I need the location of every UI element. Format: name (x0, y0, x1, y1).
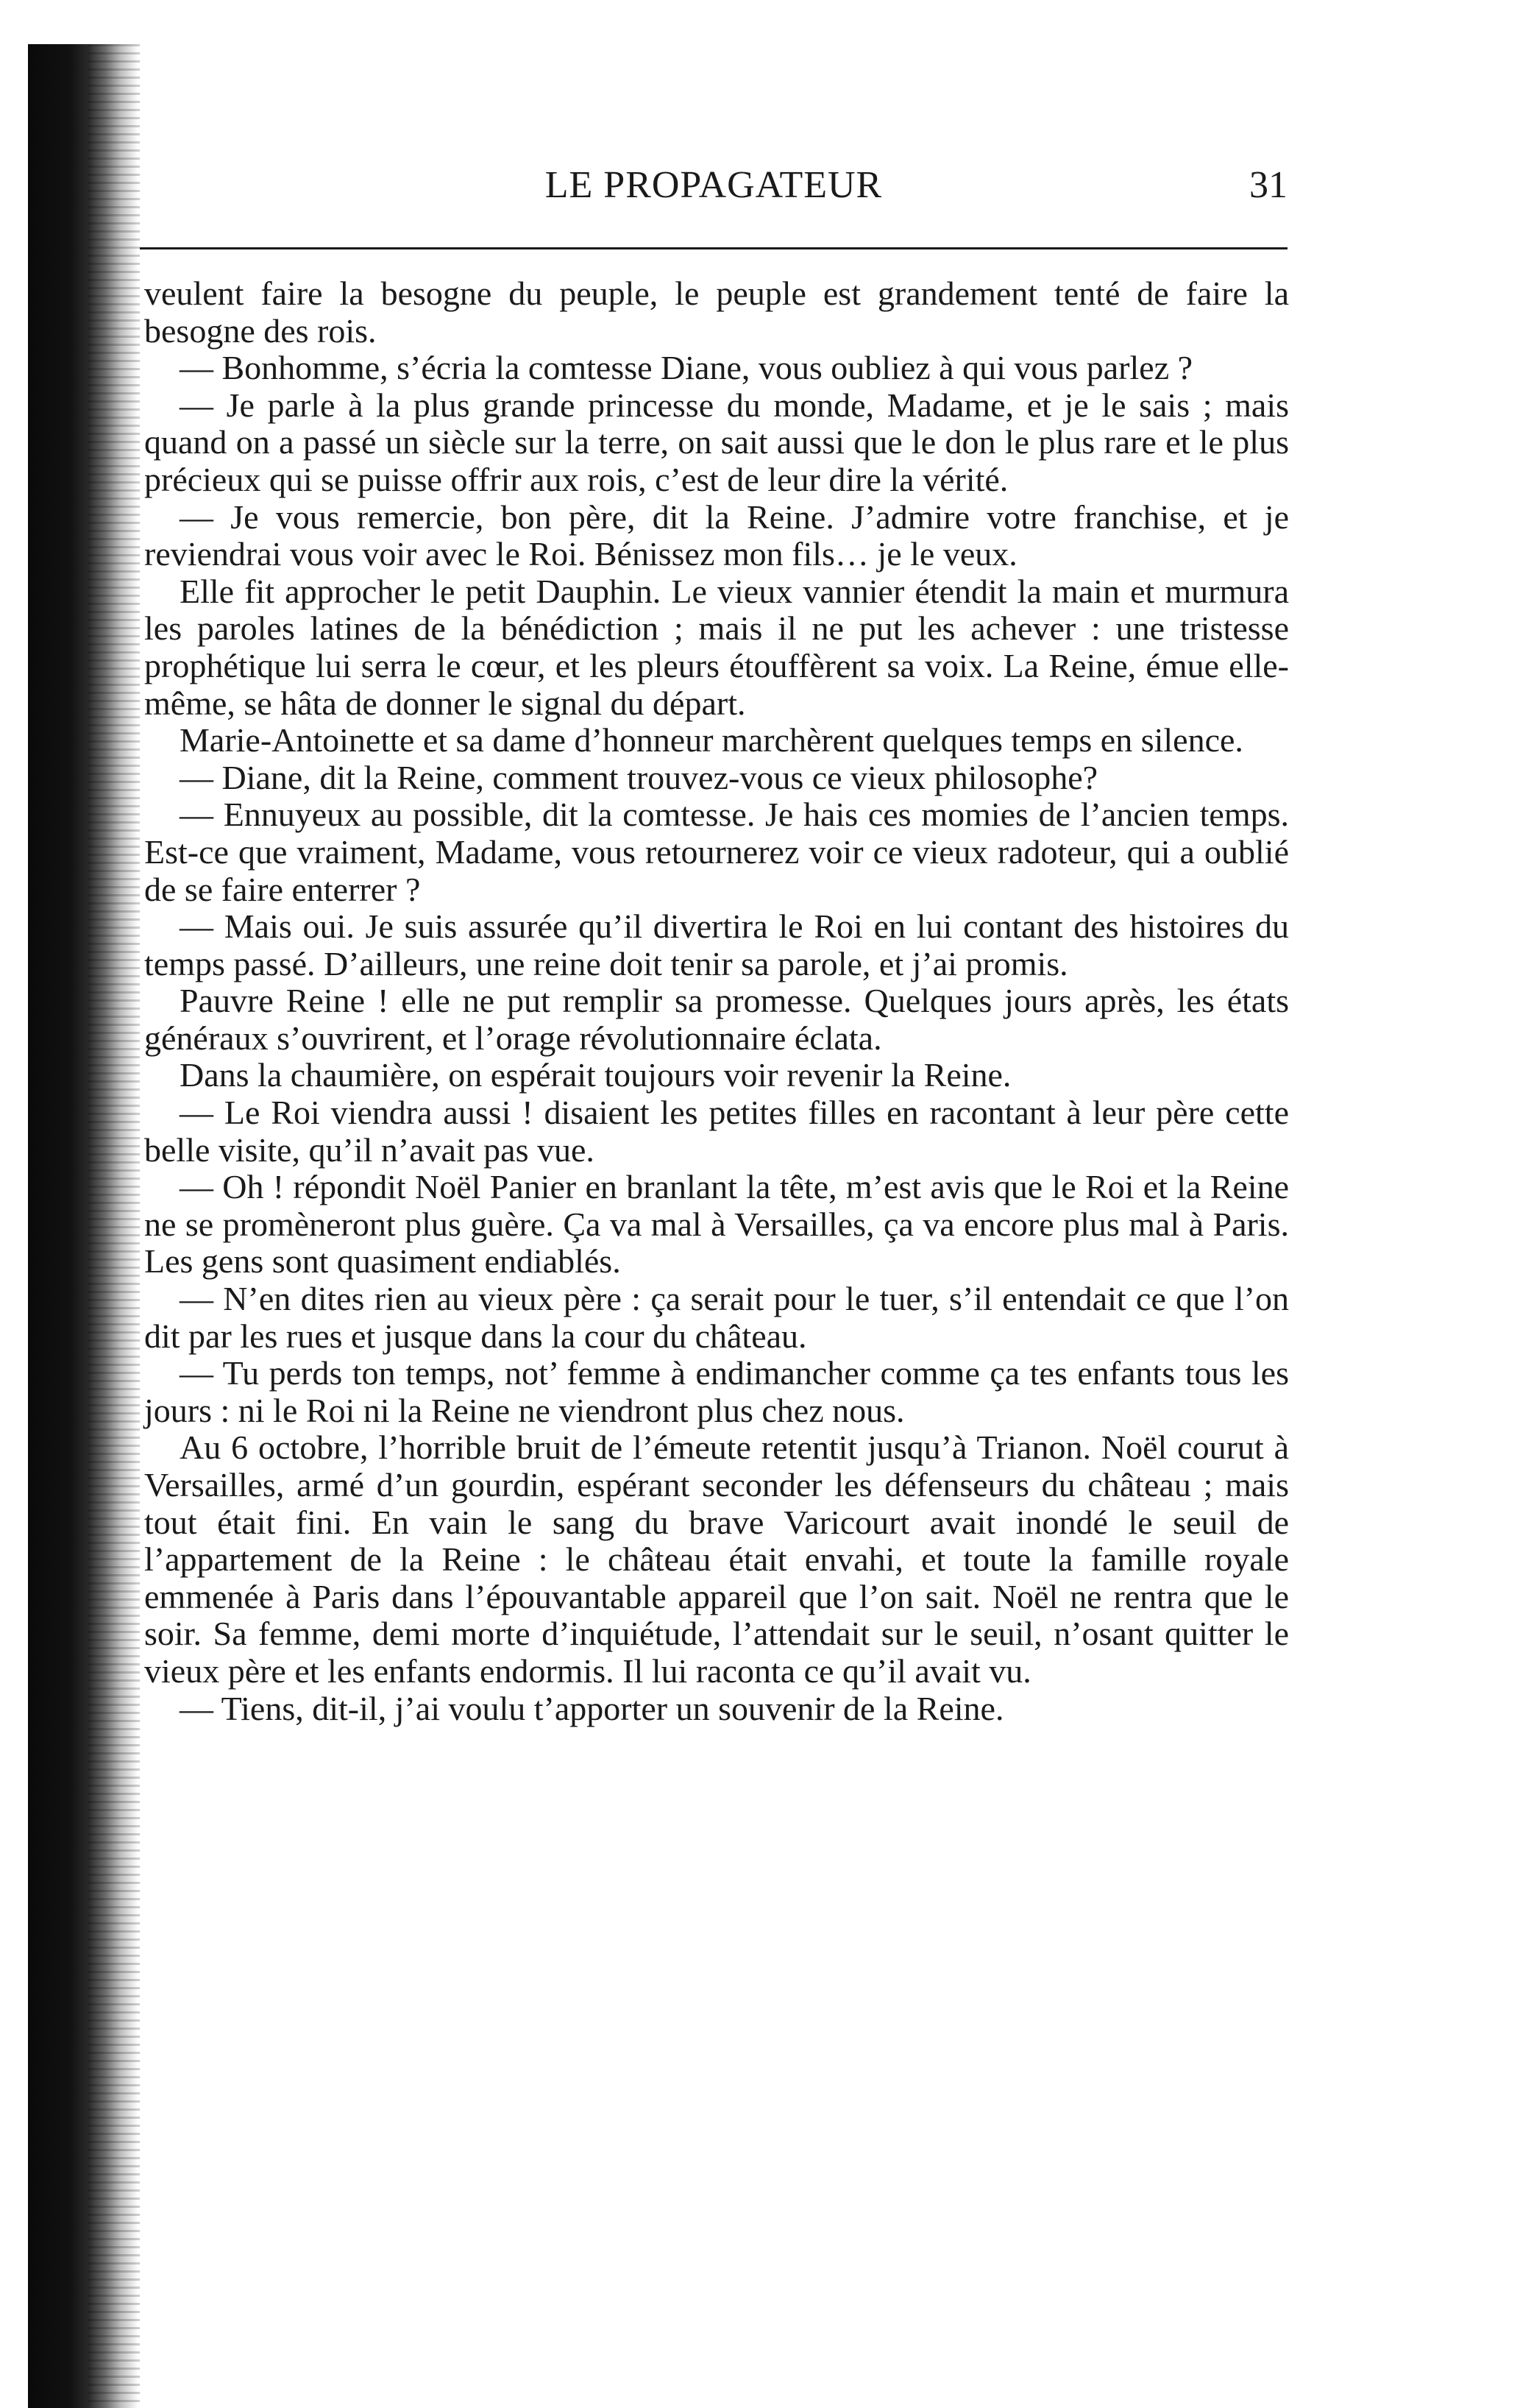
paragraph: — Mais oui. Je suis assurée qu’il divertira le Roi en lui contant des histoires du temps passé. D’ailleurs, une reine doit tenir sa parole, et j’ai promis. (144, 907, 1289, 982)
paragraph: — Je vous remercie, bon père, dit la Reine. J’admire votre franchise, et je reviendrai vous voir avec le Roi. Bénissez mon fils… je le veux. (144, 497, 1289, 573)
paragraph: Elle fit approcher le petit Dauphin. Le vieux vannier étendit la main et murmura les paroles latines de la bénédiction ; mais il ne put les achever : une tristesse prophétique lui serra le cœur, et les pleurs étouffèrent sa voix. La Reine, émue elle-même, se hâta de donner le signal du départ. (144, 572, 1289, 722)
page-number: 31 (1249, 164, 1288, 206)
paragraph: Marie-Antoinette et sa dame d’honneur marchèrent quelques temps en silence. (180, 721, 1243, 759)
paragraph: Pauvre Reine ! elle ne put remplir sa promesse. Quelques jours après, les états généraux s’ouvrirent, et l’orage révolutionnaire éclata. (144, 982, 1289, 1057)
binding-texture (88, 44, 140, 2408)
paragraph: veulent faire la besogne du peuple, le peuple est grandement tenté de faire la besogne des rois. (144, 275, 1289, 350)
paragraph: — Je parle à la plus grande princesse du monde, Madame, et je le sais ; mais quand on a passé un siècle sur la terre, on sait aussi que le don le plus rare et le plus précieux qui se puisse offrir aux rois, c’est de leur dire la vérité. (144, 386, 1289, 498)
paragraph: — Tu perds ton temps, not’ femme à endimancher comme ça tes enfants tous les jours : ni le Roi ni la Reine ne viendront plus chez nous. (144, 1354, 1289, 1429)
paragraph: — Ennuyeux au possible, dit la comtesse. Je hais ces momies de l’ancien temps. Est-ce que vraiment, Madame, vous retournerez voir ce vieux radoteur, qui a oublié de se faire enterrer ? (144, 796, 1289, 908)
header-rule (140, 247, 1288, 249)
paragraph: Au 6 octobre, l’horrible bruit de l’émeute retentit jusqu’à Trianon. Noël courut à Versailles, armé d’un gourdin, espérant seconder les défenseurs du château ; mais tout était fini. En vain le sang du brave Varicourt avait inondé le seuil de l’appartement de la Reine : le château était envahi, et toute la famille royale emmenée à Paris dans l’épouvantable appareil que l’on sait. Noël ne rentra que le soir. Sa femme, demi morte d’inquiétude, l’attendait sur le seuil, n’osant quitter le vieux père et les enfants endormis. Il lui raconta ce qu’il avait vu. (144, 1428, 1289, 1690)
paragraph: — Oh ! répondit Noël Panier en branlant la tête, m’est avis que le Roi et la Reine ne se promèneront plus guère. Ça va mal à Versailles, ça va encore plus mal à Paris. Les gens sont quasiment endiablés. (144, 1168, 1289, 1281)
running-title: LE PROPAGATEUR (544, 164, 883, 206)
paragraph: — Tiens, dit-il, j’ai voulu t’apporter un souvenir de la Reine. (180, 1689, 1004, 1727)
body-text (144, 275, 1289, 1727)
page-header (140, 163, 1288, 222)
paragraph: — Bonhomme, s’écria la comtesse Diane, vous oubliez à qui vous parlez ? (180, 349, 1193, 387)
paragraph: — N’en dites rien au vieux père : ça serait pour le tuer, s’il entendait ce que l’on dit par les rues et jusque dans la cour du château. (144, 1280, 1289, 1355)
paragraph: Dans la chaumière, on espérait toujours voir revenir la Reine. (180, 1056, 1012, 1094)
paragraph: — Le Roi viendra aussi ! disaient les petites filles en racontant à leur père cette belle visite, qu’il n’avait pas vue. (144, 1094, 1289, 1169)
paragraph: — Diane, dit la Reine, comment trouvez-vous ce vieux philosophe? (180, 758, 1098, 796)
